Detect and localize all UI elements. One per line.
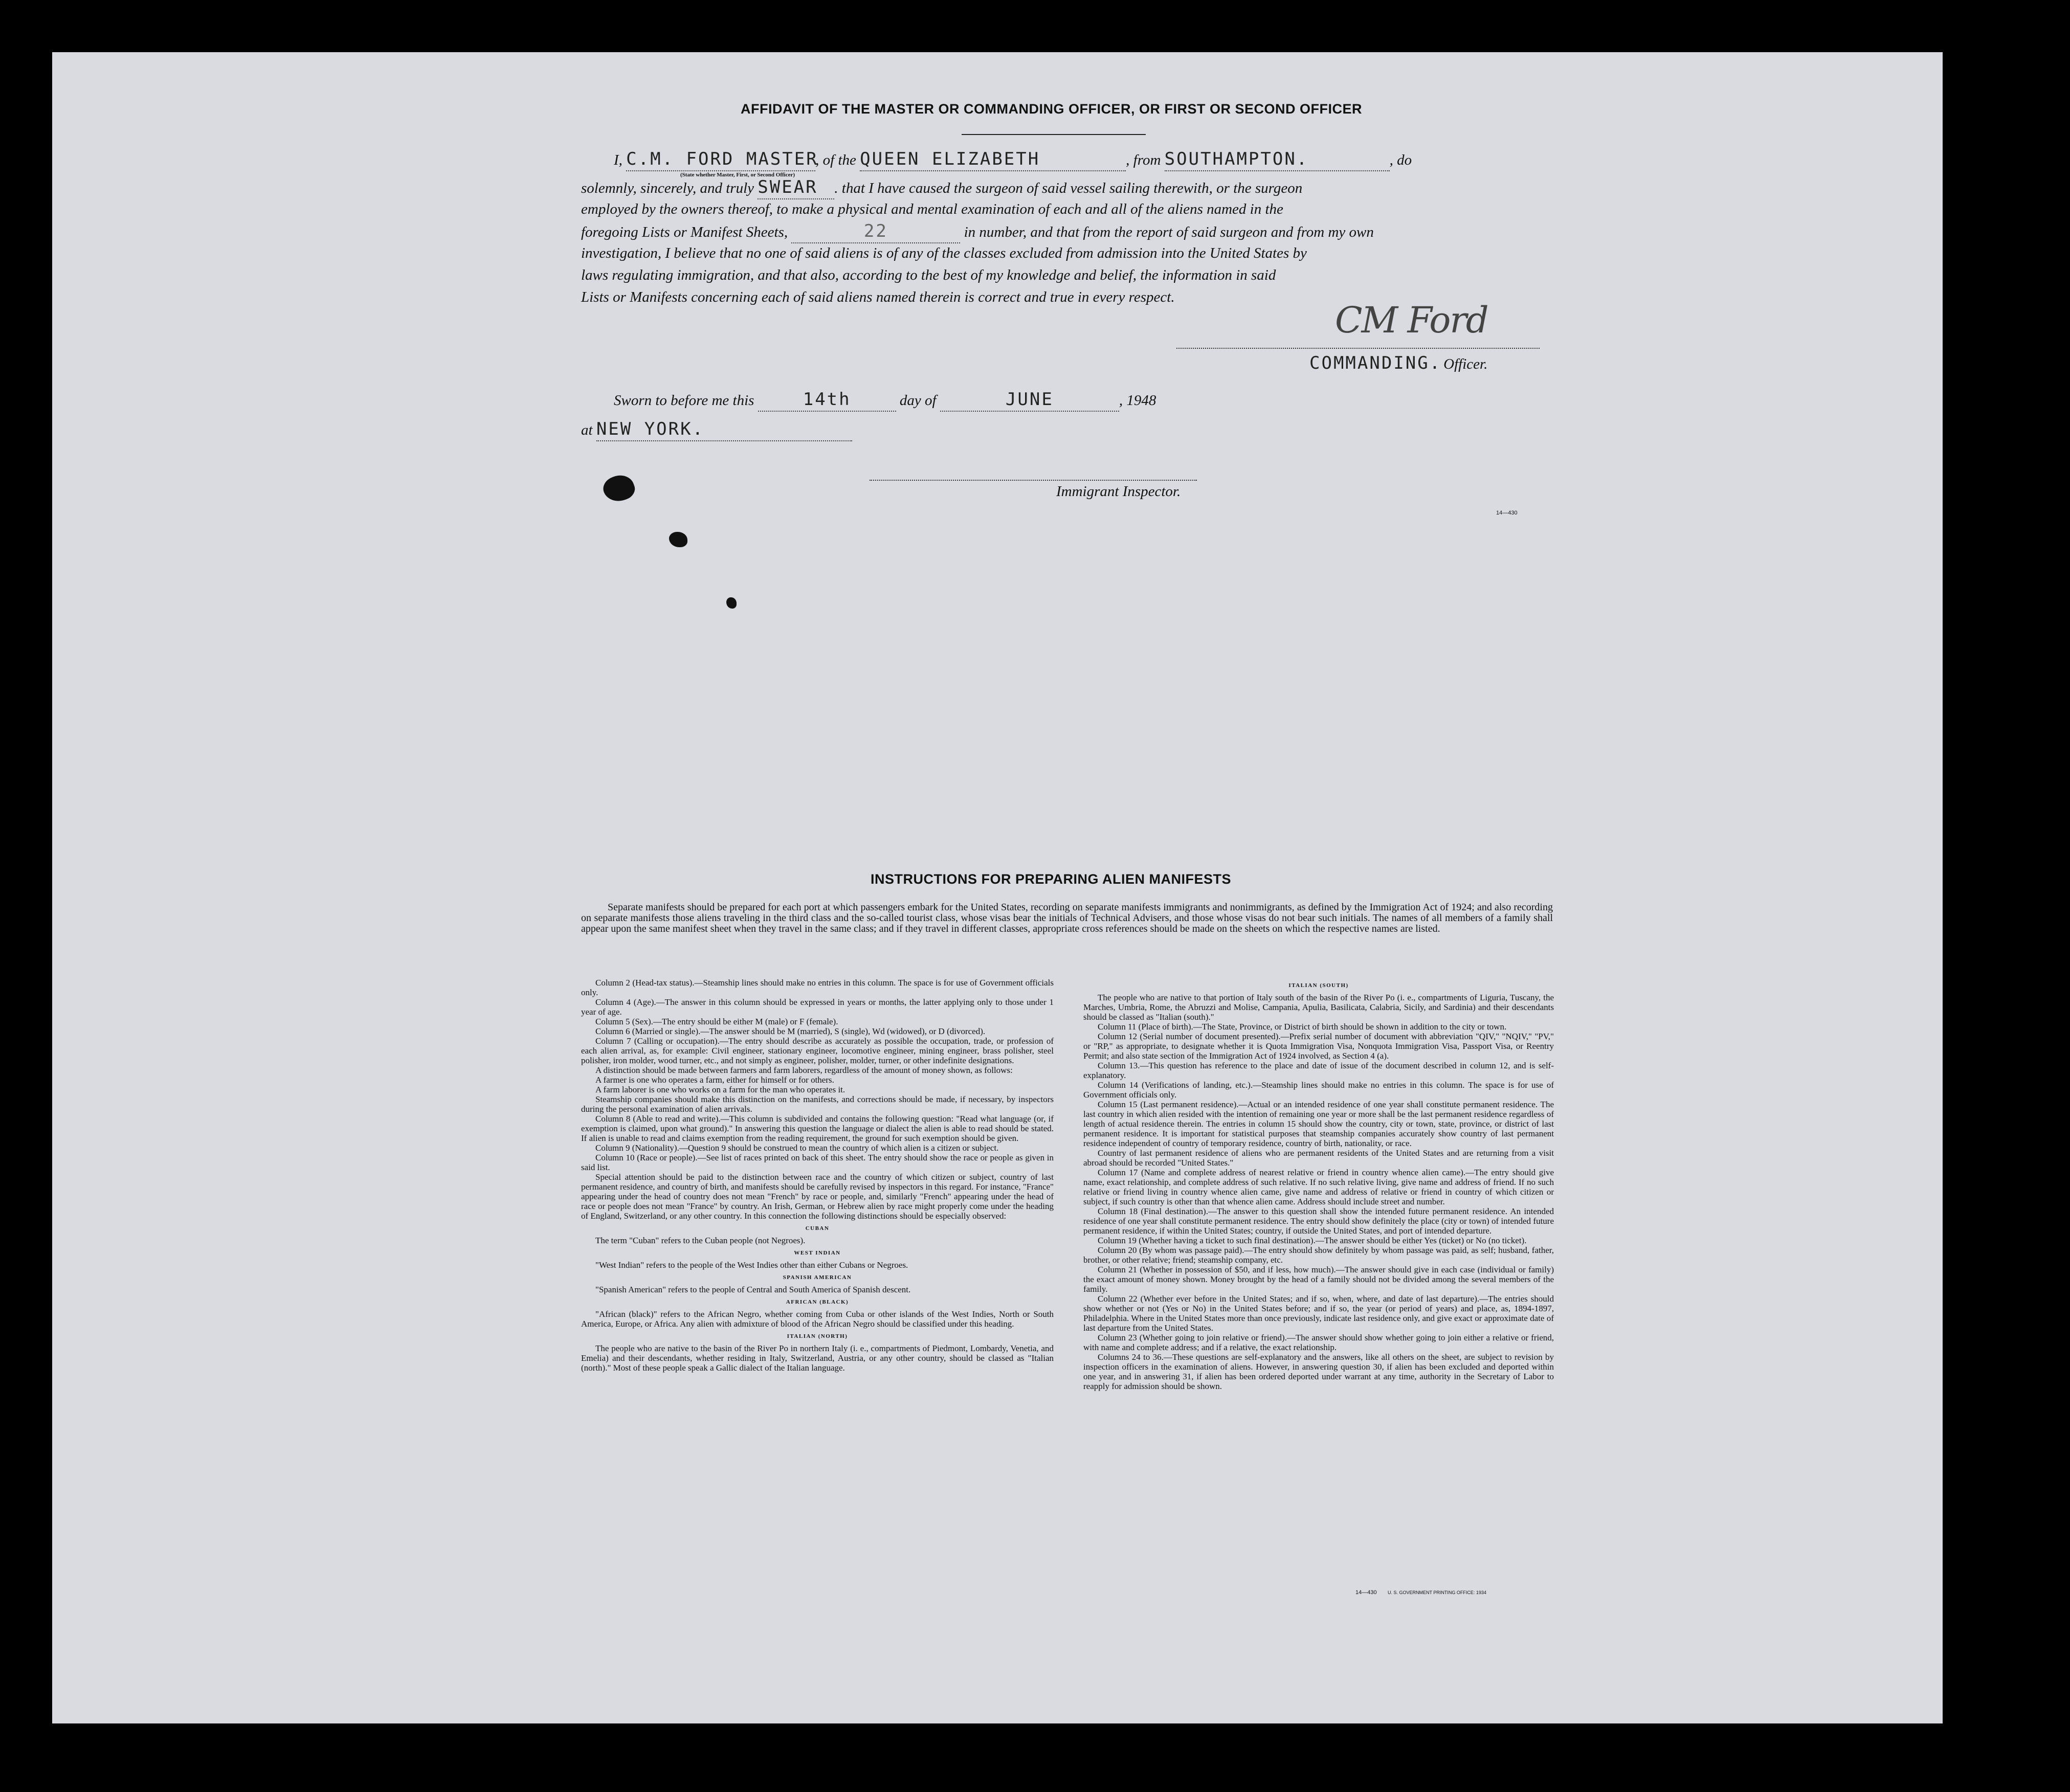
section-heading: AFRICAN (BLACK) — [786, 1299, 849, 1305]
right-paragraphs — [1083, 993, 1554, 1391]
do-label: , do — [1389, 152, 1412, 168]
punch-hole — [1944, 1110, 1969, 1135]
affidavit-line-3: employed by the owners thereof, to make a physical and mental examination of each and all of the aliens named in the — [581, 201, 1283, 217]
instruction-paragraph: Column 4 (Age).—The answer in this column should be expressed in years or months, the latter applying only to those under 1 year of age. — [581, 997, 1054, 1017]
instruction-paragraph: Column 2 (Head-tax status).—Steamship lines should make no entries in this column. The space is for use of Government officials only. — [581, 978, 1054, 997]
instructions-title: INSTRUCTIONS FOR PREPARING ALIEN MANIFESTS — [871, 871, 1232, 887]
master-signature: CM Ford — [1335, 299, 1488, 341]
officer-rank: COMMANDING. — [1309, 353, 1442, 373]
sworn-month: JUNE — [940, 389, 1119, 412]
at-line — [581, 418, 852, 441]
state-note: (State whether Master, First, or Second Officer) — [680, 172, 795, 178]
section-heading: ITALIAN (NORTH) — [787, 1333, 848, 1339]
i-label: I, — [614, 152, 622, 168]
officer-label: Officer. — [1443, 356, 1488, 372]
solemnly-label: solemnly, sincerely, and truly — [581, 180, 754, 196]
instruction-paragraph: Column 19 (Whether having a ticket to such final destination).—The answer should be either Yes (ticket) or No (no ticket). — [1098, 1236, 1527, 1245]
punch-hole — [1944, 1429, 1969, 1455]
punch-hole — [1944, 568, 1969, 593]
instruction-paragraph: Column 10 (Race or people).—See list of races printed on back of this sheet. The entry should show the race or people as given in said list. — [581, 1153, 1054, 1172]
instruction-paragraph: Column 11 (Place of birth).—The State, Province, or District of birth should be shown in addition to the city or town. — [1098, 1022, 1507, 1032]
intro-text: Separate manifests should be prepared for each port at which passengers embark for the United States, recording on separate manifests immigrants and nonimmigrants, as defined by the Immigration Act of 1924; and also recording on separate manifests those aliens traveling in the third class and the so-called tourist class, whose visas bear the initials of Technical Advisers, and those whose visas do not bear such initials. The names of all members of a family shall appear upon the same manifest sheet when they travel in the same class; and if they travel in different classes, appropriate cross references should be made on the sheets on which the respective names are listed. — [581, 902, 1553, 934]
instruction-paragraph: Column 17 (Name and complete address of nearest relative or friend in country whence alien came).—The entry should give name, exact relationship, and complete address of such relative. If no such relative living, give name and address of friend. If no such relative or friend living in country whence alien came, give name and address of relative or friend in country of which citizen or subject, if such country is other than that whence alien came. Address should include street and number. — [1083, 1168, 1554, 1206]
footer-line — [1355, 1589, 1486, 1596]
instruction-paragraph: Column 15 (Last permanent residence).—Actual or an intended residence of one year shall constitute permanent residence. The last country in which alien resided with the intention of remaining one year or more shall be the last permanent residence regardless of length of actual residence therein. The entries in column 15 should show the country, city or town, state, province, or district of last permanent residence. It is important for statistical purposes that steamship companies accurately show country of last permanent residence independent of country of temporary residence, country of birth, nationality, or race. — [1083, 1100, 1554, 1148]
footer-form: 14—430 — [1355, 1589, 1377, 1596]
instruction-paragraph: Column 21 (Whether in possession of $50, and if less, how much).—The answer should give in each case (individual or family) the exact amount of money shown. Money brought by the head of a family should not be divided among the several members of the family. — [1083, 1265, 1554, 1294]
signature-line — [1176, 348, 1540, 349]
affidavit-line-2 — [581, 176, 1302, 199]
instruction-paragraph: Column 18 (Final destination).—The answer to this question shall show the intended future permanent residence. An intended residence of one year shall constitute permanent residence. The entry should show definitely the place (city or town) of intended future permanent residence, if within the United States; country, if outside the United States, and port of intended departure. — [1083, 1206, 1554, 1236]
affidavit-line-7: Lists or Manifests concerning each of said aliens named therein is correct and true in every respect. — [581, 289, 1175, 305]
officer-line — [1309, 353, 1487, 375]
at-label: at — [581, 422, 593, 438]
ship-name: QUEEN ELIZABETH — [860, 148, 1126, 171]
instructions-intro — [581, 902, 1553, 934]
punch-hole — [1944, 1507, 1969, 1533]
form-number: 14—430 — [1496, 510, 1518, 516]
affidavit-line-6: laws regulating immigration, and that also, according to the best of my knowledge and belief, the information in said — [581, 267, 1276, 283]
inspector-label: Immigrant Inspector. — [1056, 483, 1181, 500]
instruction-paragraph: A distinction should be made between farmers and farm laborers, regardless of the amount of money shown, as follows: — [595, 1065, 1013, 1075]
instruction-paragraph: Column 9 (Nationality).—Question 9 should be construed to mean the country of which alien is a citizen or subject. — [595, 1143, 999, 1153]
sworn-prefix: Sworn to before me this — [614, 392, 754, 409]
instructions-right-column — [1083, 978, 1554, 1391]
line2-suffix: . that I have caused the surgeon of said vessel sailing therewith, or the surgeon — [834, 180, 1303, 196]
section-paragraph: The term "Cuban" refers to the Cuban people (not Negroes). — [595, 1236, 806, 1245]
left-paragraphs — [581, 978, 1054, 1221]
affidavit-line-1 — [614, 148, 1412, 171]
of-the-label: , of the — [815, 152, 856, 168]
title-underline — [962, 134, 1146, 135]
punch-hole — [1944, 249, 1969, 275]
punch-hole — [1944, 644, 1969, 670]
sworn-year: , 1948 — [1119, 392, 1156, 409]
instruction-paragraph: The people who are native to that portion of Italy south of the basin of the River Po (i. e., compartments of Liguria, Tuscany, the Marches, Umbria, Rome, the Abruzzi and Molise, Campania, Apulia, Basilicata, Calabria, Sicily, and Sardinia) and their descendants should be classed as "Italian (south)." — [1083, 993, 1554, 1022]
ink-blot — [726, 597, 737, 609]
section-heading-italian-south: ITALIAN (SOUTH) — [1288, 982, 1349, 989]
instructions-left-column — [581, 978, 1054, 1373]
affidavit-title: AFFIDAVIT OF THE MASTER OR COMMANDING OFFICER, OR FIRST OR SECOND OFFICER — [741, 101, 1362, 117]
from-label: , from — [1126, 152, 1161, 168]
instruction-paragraph: Column 20 (By whom was passage paid).—The entry should show definitely by whom passage was paid, as self; husband, father, brother, or other relative; friend; steamship company, etc. — [1083, 1245, 1554, 1265]
line4-prefix: foregoing Lists or Manifest Sheets, — [581, 224, 788, 240]
left-sections — [581, 1224, 1054, 1373]
instruction-paragraph: Column 7 (Calling or occupation).—The entry should describe as accurately as possible the occupation, trade, or profession of each alien arrival, as, for example: Civil engineer, stationary engineer, locomotive engineer, mining engineer, brass polisher, steel polisher, iron molder, wood turner, etc., and not simply as engineer, polisher, molder, turner, or other indefinite designations. — [581, 1036, 1054, 1065]
section-heading: WEST INDIAN — [794, 1250, 841, 1256]
instruction-paragraph: Country of last permanent residence of aliens who are permanent residents of the United States and are returning from a visit abroad should be recorded "United States." — [1083, 1148, 1554, 1168]
instruction-paragraph: Column 22 (Whether ever before in the United States; and if so, when, where, and date of last departure).—The entries should show whether or not (Yes or No) in the United States before; and if so, the year (or period of years) and place, as, 1894-1897, Philadelphia. Where in the United States more than once previously, indicate last residence only, and give exact or approximate date of last departure from the United States. — [1083, 1294, 1554, 1333]
officer-name: C.M. FORD MASTER — [626, 148, 815, 171]
instruction-paragraph: Column 6 (Married or single).—The answer should be M (married), S (single), Wd (widowed), or D (divorced). — [595, 1026, 986, 1036]
footer-printer: U. S. GOVERNMENT PRINTING OFFICE: 1934 — [1388, 1590, 1486, 1595]
instruction-paragraph: Columns 24 to 36.—These questions are self-explanatory and the answers, like all others on the sheet, are subject to revision by inspection officers in the examination of aliens. However, in answering question 30, if alien has been excluded and deported within one year, and in answering 31, if alien has been ordered deported under warrant at any time, authority in the Secretary of Labor to reapply for admission should be shown. — [1083, 1352, 1554, 1391]
departure-port: SOUTHAMPTON. — [1165, 148, 1390, 171]
punch-hole — [1944, 1188, 1969, 1213]
affidavit-line-4 — [581, 220, 1374, 243]
instruction-paragraph: Column 23 (Whether going to join relative or friend).—The answer should show whether going to join either a relative or friend, with name and complete address; and if a relative, the exact relationship. — [1083, 1333, 1554, 1352]
punch-hole — [1944, 326, 1969, 352]
section-paragraph: The people who are native to the basin of the River Po in northern Italy (i. e., compartments of Piedmont, Lombardy, Venetia, and Emelia) and their descendants, whether residing in Italy, Switzerland, Austria, or any other country, should be classed as "Italian (north)." Most of these people speak a Gallic dialect of the Italian language. — [581, 1343, 1054, 1373]
day-of-label: day of — [899, 392, 937, 409]
sheet-count: 22 — [791, 220, 960, 243]
instruction-paragraph: Column 14 (Verifications of landing, etc.).—Steamship lines should make no entries in this column. The space is for use of Government officials only. — [1083, 1080, 1554, 1100]
line4-suffix: in number, and that from the report of said surgeon and from my own — [964, 224, 1374, 240]
instruction-paragraph: A farmer is one who operates a farm, either for himself or for others. — [595, 1075, 834, 1085]
section-heading: CUBAN — [805, 1225, 830, 1231]
instruction-paragraph: A farm laborer is one who works on a farm for the man who operates it. — [595, 1085, 845, 1094]
instruction-paragraph: Column 13.—This question has reference to the place and date of issue of the document described in column 12, and is self-explanatory. — [1083, 1061, 1554, 1080]
sworn-place: NEW YORK. — [596, 418, 852, 441]
oath-word: SWEAR — [758, 176, 834, 199]
section-paragraph: "West Indian" refers to the people of the West Indies other than either Cubans or Negroes. — [595, 1260, 908, 1270]
sworn-day: 14th — [758, 389, 896, 412]
instruction-paragraph: Steamship companies should make this distinction on the manifests, and corrections should be made, if necessary, by inspectors during the personal examination of alien arrivals. — [581, 1094, 1054, 1114]
section-heading: SPANISH AMERICAN — [783, 1274, 852, 1281]
instruction-paragraph: Column 12 (Serial number of document presented).—Prefix serial number of document with abbreviation "QIV," "NQIV," "PV," or "RP," as appropriate, to designate whether it is Quota Immigration Visa, Nonquota Immigration Visa, Passport Visa, or Reentry Permit; and also state section of the Immigration Act of 1924 involved, as Section 4 (a). — [1083, 1032, 1554, 1061]
section-paragraph: "African (black)" refers to the African Negro, whether coming from Cuba or other islands of the West Indies, North or South America, Europe, or Africa. Any alien with admixture of blood of the African Negro should be classified under this heading. — [581, 1309, 1054, 1329]
sworn-line — [614, 389, 1156, 412]
section-paragraph: "Spanish American" refers to the people of Central and South America of Spanish descent. — [595, 1285, 911, 1294]
instruction-paragraph: Column 5 (Sex).—The entry should be either M (male) or F (female). — [595, 1017, 838, 1026]
instruction-paragraph: Column 8 (Able to read and write).—This column is subdivided and contains the following question: "Read what language (or, if exemption is claimed, upon what ground)." In answering this question the language or dialect the alien is able to read should be stated. If alien is unable to read and claims exemption from the reading requirement, the ground for such exemption should be given. — [581, 1114, 1054, 1143]
affidavit-line-5: investigation, I believe that no one of said aliens is of any of the classes excluded from admission into the United States by — [581, 245, 1307, 261]
instruction-paragraph: Special attention should be paid to the distinction between race and the country of which citizen or subject, country of last permanent residence, and country of birth, and manifests should be carefully revised by inspectors in this regard. For instance, "France" appearing under the head of country does not mean "French" by race or people, and, similarly "French" appearing under the head of race or people does not mean "France" by country. An Irish, German, or Hebrew alien by race might properly come under the heading of England, Switzerland, or any other country. In this connection the following distinctions should be especially observed: — [581, 1172, 1054, 1221]
